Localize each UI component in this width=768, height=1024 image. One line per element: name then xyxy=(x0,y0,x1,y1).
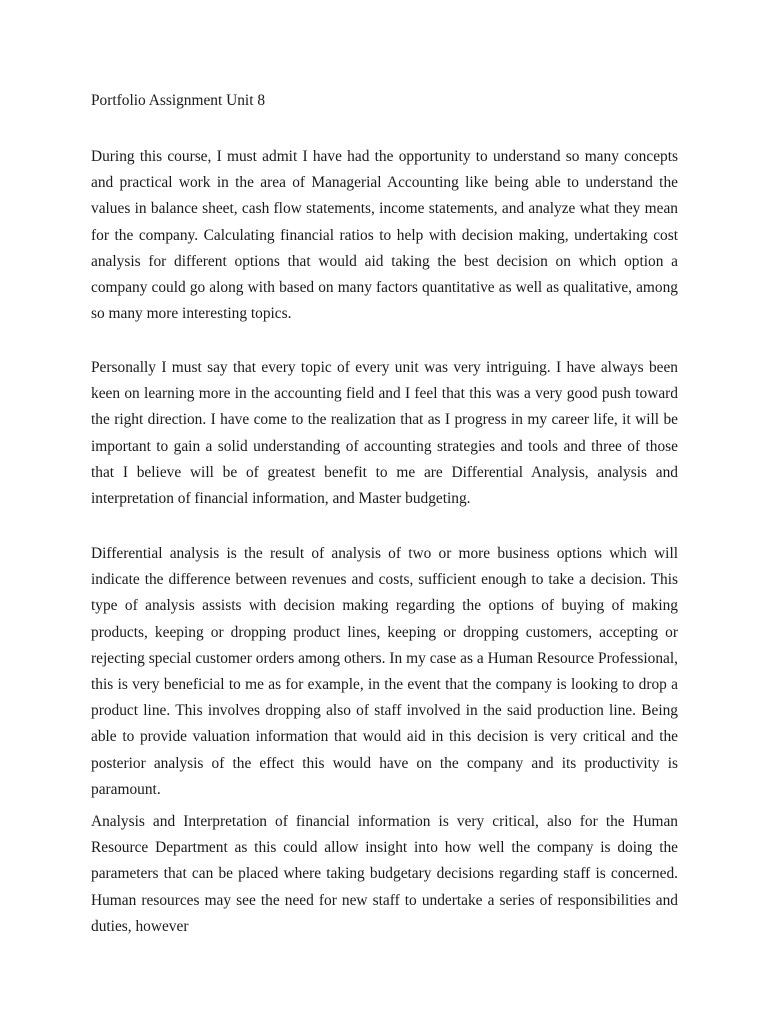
paragraph-differential-analysis: Differential analysis is the result of analysis of two or more business options which will indicate the difference between revenues and costs, sufficient enough to take a decision. This type of analysis assists with decision making regarding the options of buying of making products, keeping or dropping product lines, keeping or dropping customers, accepting or rejecting special customer orders among others. In my case as a Human Resource Professional, this is very beneficial to me as for example, in the event that the company is looking to drop a product line. This involves dropping also of staff involved in the said production line. Being able to provide valuation information that would aid in this decision is very critical and the posterior analysis of the effect this would have on the company and its productivity is paramount. xyxy=(91,545,678,798)
paragraph-financial-interpretation: Analysis and Interpretation of financial information is very critical, also for the Human Resource Department as this could allow insight into how well the company is doing the parameters that can be placed where taking budgetary decisions regarding staff is concerned. Human resources may see the need for new staff to undertake a series of responsibilities and duties, however xyxy=(91,813,678,935)
document-title: Portfolio Assignment Unit 8 xyxy=(91,92,266,109)
paragraph-course-reflection: During this course, I must admit I have had the opportunity to understand so many concepts and practical work in the area of Managerial Accounting like being able to understand the values in balance sheet, cash flow statements, income statements, and analyze what they mean for the company. Calculating financial ratios to help with decision making, undertaking cost analysis for different options that would aid taking the best decision on which option a company could go along with based on many factors quantitative as well as qualitative, among so many more interesting topics. xyxy=(91,148,678,323)
paragraph-personal-interest: Personally I must say that every topic of every unit was very intriguing. I have always been keen on learning more in the accounting field and I feel that this was a very good push toward the right direction. I have come to the realization that as I progress in my career life, it will be important to gain a solid understanding of accounting strategies and tools and three of those that I believe will be of greatest benefit to me are Differential Analysis, analysis and interpretation of financial information, and Master budgeting. xyxy=(91,359,678,508)
